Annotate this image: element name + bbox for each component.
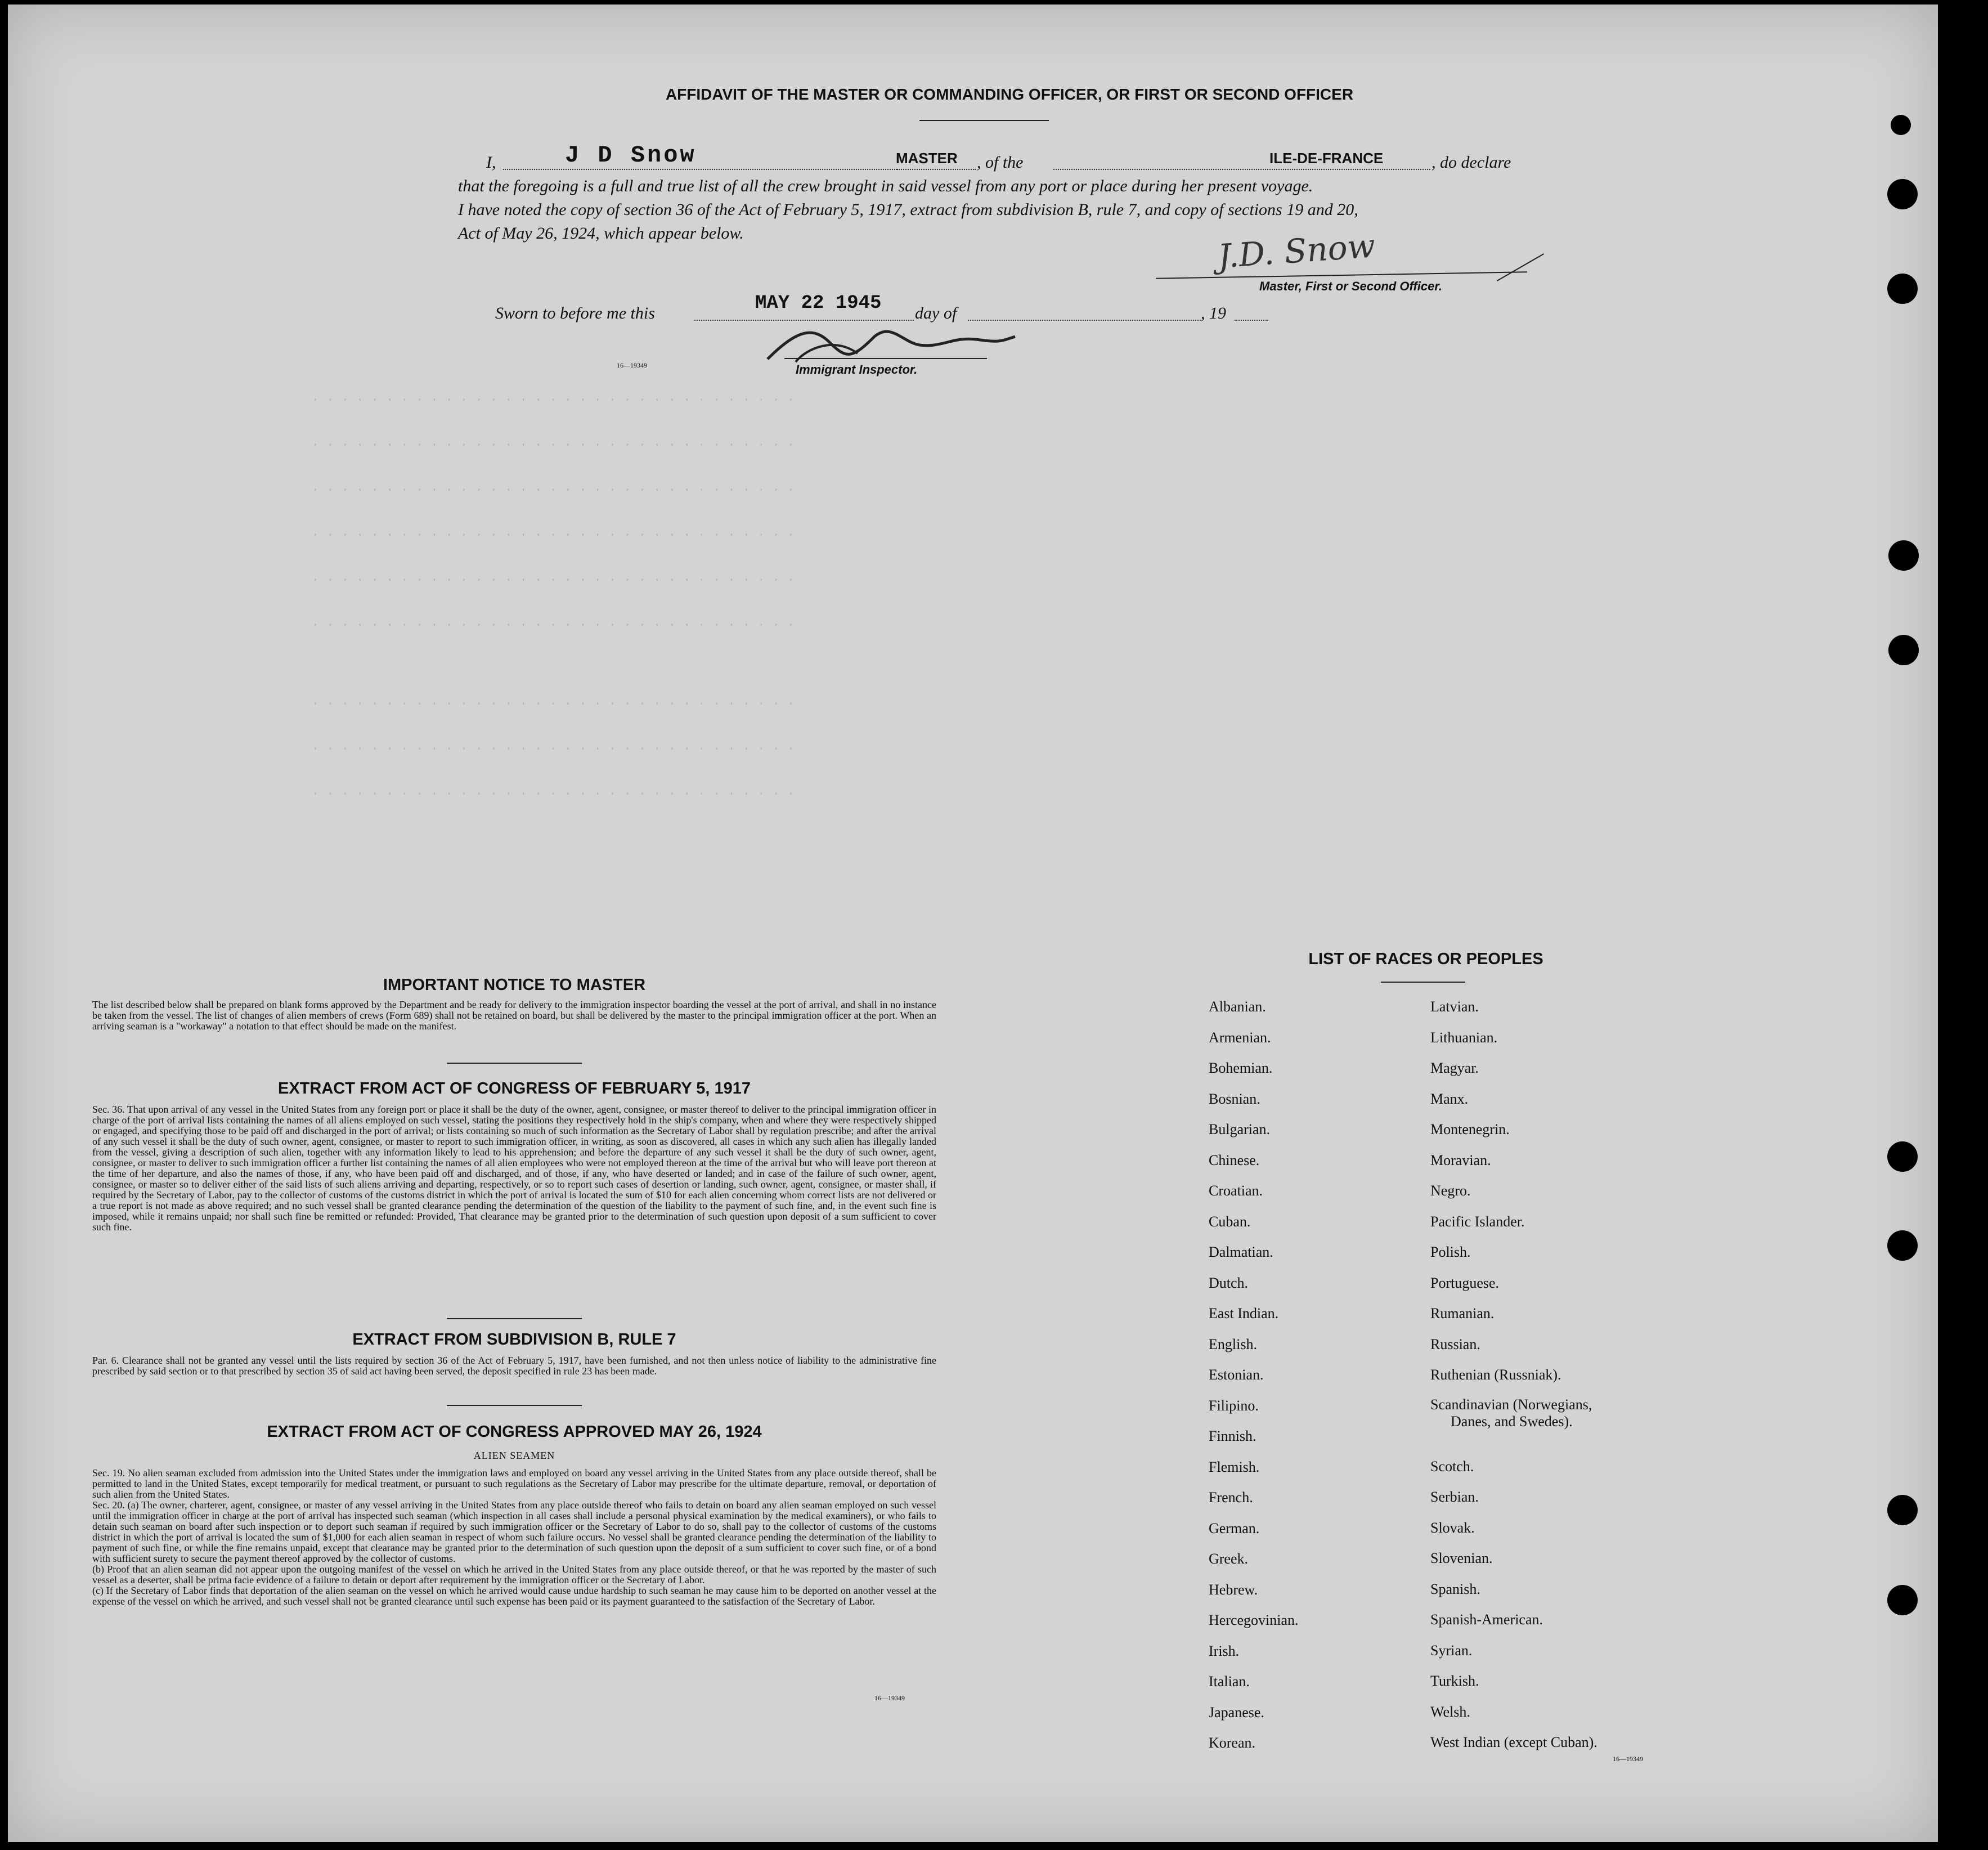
binder-hole — [1891, 115, 1911, 135]
race-item: Lithuanian. — [1430, 1029, 1498, 1046]
form-number: 16—19349 — [874, 1694, 905, 1702]
race-item: Estonian. — [1209, 1367, 1264, 1383]
extract-1917-text: Sec. 36. That upon arrival of any vessel in the United States from any foreign port or place it shall be the duty of the owner, agent, consignee, or master thereof to deliver to the principal immigration officer in charge of the port of arrival lists containing the names of all aliens employed on such vessel, stating the positions they respectively hold in the ship's company, when and where they were respectively shipped or engaged, and specifying those to be paid off and discharged in the port of arrival; or lists containing so much of such information as the Secretary of Labor shall by regulation prescribe; and after the arrival of any such vessel it shall be the duty of such owner, agent, consignee, or master to report to such immigration officer, in writing, as soon as discovered, all cases in which any such alien has illegally landed from the vessel, giving a description of such alien, together with any information likely to lead to his apprehension; and before the departure of any such vessel it shall be the duty of such owner, agent, consignee, or master to deliver to such immigration officer a further list containing the names of all alien employees who were not employed thereon at the time of the arrival but who will leave port thereon at the time of her departure, and also the names of those, if any, who have been paid off and discharged, and of those, if any, who have deserted or landed; and in case of the failure of such owner, agent, consignee, or master so to deliver either of the said lists of such aliens arriving and departing, respectively, or so to report such cases of desertion or landing, such owner, agent, consignee, or master shall, if required by the Secretary of Labor, pay to the collector of customs of the customs district in which the port of arrival is located the sum of $10 for each alien concerning whom correct lists are not delivered or a true report is not made as above required; and no such vessel shall be granted clearance pending the determination of the question of the liability to the payment of such fine, and, in the event such fine is imposed, while it remains unpaid; nor shall such fine be remitted or refunded: Provided, That clearance may be granted prior to the determination of such question upon deposit of a sum sufficient to cover such fine. — [92, 1104, 936, 1233]
race-item: Montenegrin. — [1430, 1121, 1510, 1137]
race-item: Bulgarian. — [1209, 1121, 1271, 1137]
race-item: Croatian. — [1209, 1182, 1263, 1199]
races-right-column — [1430, 992, 1597, 1758]
divider — [447, 1318, 582, 1319]
affidavit-title: AFFIDAVIT OF THE MASTER OR COMMANDING OFFICER, OR FIRST OR SECOND OFFICER — [665, 86, 1354, 103]
binder-hole — [1887, 1230, 1918, 1261]
bleed-through-text: · · · · · · · · · · · · · · · · · · · · · · · · · · · · · · · · · · · · · · · · · · · · · · · · · · · · · · · · · · · · · · · · · · · · · · · · · · · · · · · · · · · · · · · · · · · · · · · · · · · · · · · · · · · · · · · · · · · · · · · · · · · · · · · · · · · · · · · · · · · · · · · · · · · · · · · · · · · · · · · · · · · · · · · · · · · · · · · · · · · · · · · · · · · · · · · · · · · · · · · · · · · · · · · · · · · · · · · · · · · · · · · · · · · · · · · · · · · · · · · · · · · · · · · · · · · · · · · · · · · · · · · · · · · · · · · · · · · · · · · · · · · · · · · · · · · · · · · · · — [312, 393, 795, 801]
rank-field-line — [897, 169, 976, 170]
race-item: Rumanian. — [1430, 1305, 1495, 1322]
form-number: 16—19349 — [617, 361, 647, 369]
affidavit-text-line2: I have noted the copy of section 36 of the Act of February 5, 1917, extract from subdivision B, rule 7, and copy of sections 19 and 20, — [458, 200, 1358, 219]
sworn-label: Sworn to before me this — [495, 304, 655, 322]
race-item: Bohemian. — [1209, 1060, 1273, 1076]
binder-hole — [1887, 1495, 1918, 1525]
master-signature: J.D. Snow — [1216, 226, 1377, 276]
race-item: English. — [1209, 1336, 1257, 1352]
race-item-scandinavian — [1430, 1391, 1597, 1452]
race-item: Spanish-American. — [1430, 1611, 1543, 1628]
race-item-line: Scandinavian (Norwegians, — [1430, 1396, 1592, 1413]
race-item: Pacific Islander. — [1430, 1213, 1525, 1230]
vessel-name-value: ILE-DE-FRANCE — [1269, 150, 1384, 167]
vessel-field-line — [1053, 169, 1430, 170]
of-the-label: , of the — [977, 153, 1024, 172]
document-sheet — [8, 5, 1938, 1842]
race-item: East Indian. — [1209, 1305, 1279, 1322]
race-item: Cuban. — [1209, 1213, 1251, 1230]
rule-7-title: EXTRACT FROM SUBDIVISION B, RULE 7 — [352, 1331, 676, 1349]
race-item: Irish. — [1209, 1642, 1240, 1659]
binder-hole — [1887, 1585, 1918, 1615]
extract-1924-body — [92, 1468, 936, 1607]
races-title: LIST OF RACES OR PEOPLES — [1308, 950, 1543, 968]
binder-hole — [1887, 179, 1918, 209]
race-item: German. — [1209, 1520, 1260, 1537]
section-20b-text: (b) Proof that an alien seaman did not appear upon the outgoing manifest of the vessel on which he arrived in the United States from any place outside thereof, or that he was reported by the master of such vessel as a deserter, shall be prima facie evidence of a failure to detain or deport after requirement by the immigration officer or the Secretary of Labor. — [92, 1564, 936, 1585]
race-item: Negro. — [1430, 1182, 1471, 1199]
binder-hole — [1888, 635, 1919, 665]
divider — [447, 1405, 582, 1406]
race-item: Dalmatian. — [1209, 1244, 1273, 1260]
inspector-line — [784, 358, 987, 359]
affidavit-text-line1: that the foregoing is a full and true list of all the crew brought in said vessel from any port or place during her present voyage. — [458, 177, 1313, 195]
race-item: Welsh. — [1430, 1703, 1470, 1720]
section-20a-text: Sec. 20. (a) The owner, charterer, agent, consignee, or master of any vessel arriving in the United States from any place outside thereof who fails to detain on board any alien seaman employed on such vessel until the immigration officer in charge at the port of arrival has inspected such seaman (which inspection in all cases shall include a personal physical examination by the medical examiners), or who fails to detain such seaman on board after such inspection or to deport such seaman if required by such immigration officer or the Secretary of Labor to do so, shall pay to the collector of customs of the customs district in which the port of arrival is located the sum of $1,000 for each alien seaman in respect of whom such failure occurs. No vessel shall be granted clearance pending the determination of the liability to payment of such fine, or while the fine remains unpaid, except that clearance may be granted prior to the determination of such question upon the deposit of a sum sufficient to cover such fine, or of a bond with sufficient surety to secure the payment thereof approved by the collector of customs. — [92, 1499, 936, 1564]
divider — [1381, 982, 1465, 983]
affidavit-i-label: I, — [486, 153, 496, 172]
rank-value: MASTER — [896, 150, 958, 167]
extract-1924-title: EXTRACT FROM ACT OF CONGRESS APPROVED MAY 26, 1924 — [267, 1423, 762, 1441]
race-item: Albanian. — [1209, 998, 1266, 1015]
section-19-text: Sec. 19. No alien seaman excluded from admission into the United States under the immigration laws and employed on board any vessel arriving in the United States from any place outside thereof, shall be permitted to land in the United States, except temporarily for medical treatment, or pursuant to such regulations as the Secretary of Labor may prescribe for the ultimate departure, removal, or deportation of such alien from the United States. — [92, 1467, 936, 1500]
race-item: Slovak. — [1430, 1519, 1475, 1536]
race-item-line: Danes, and Swedes). — [1451, 1413, 1573, 1430]
race-item: Scotch. — [1430, 1458, 1474, 1475]
race-item: Spanish. — [1430, 1580, 1480, 1597]
race-item: Japanese. — [1209, 1704, 1264, 1721]
race-item: Finnish. — [1209, 1428, 1256, 1444]
race-item: Armenian. — [1209, 1029, 1271, 1046]
extract-1924-subtitle: ALIEN SEAMEN — [473, 1450, 555, 1461]
signature-caption: Master, First or Second Officer. — [1259, 279, 1442, 293]
race-item: Syrian. — [1430, 1642, 1473, 1659]
race-item: Filipino. — [1209, 1397, 1259, 1414]
section-20c-text: (c) If the Secretary of Labor finds that deportation of the alien seaman on the vessel on which he arrived would cause undue hardship to such seaman he may cause him to be deported on another vessel at the expense of the vessel on which he arrived, and such vessel shall not be granted clearance until such expense has been paid or its payment guaranteed to the satisfaction of the Secretary of Labor. — [92, 1585, 936, 1607]
race-item: Chinese. — [1209, 1152, 1260, 1168]
declare-label: , do declare — [1431, 153, 1511, 172]
name-field-line — [503, 169, 897, 170]
race-item: Magyar. — [1430, 1060, 1479, 1076]
race-item: Moravian. — [1430, 1152, 1491, 1168]
race-item: Portuguese. — [1430, 1274, 1500, 1291]
race-item: Turkish. — [1430, 1673, 1479, 1689]
divider — [919, 120, 1049, 121]
race-item: Flemish. — [1209, 1458, 1260, 1475]
race-item: Ruthenian (Russniak). — [1430, 1367, 1561, 1383]
extract-1917-title: EXTRACT FROM ACT OF CONGRESS OF FEBRUARY 5, 1917 — [277, 1079, 751, 1098]
race-item: West Indian (except Cuban). — [1430, 1734, 1597, 1750]
binder-hole — [1888, 540, 1919, 571]
affidavit-text-line3: Act of May 26, 1924, which appear below. — [458, 224, 744, 243]
signature-flourish — [1497, 253, 1544, 281]
race-item: Hebrew. — [1209, 1581, 1258, 1598]
race-item: Dutch. — [1209, 1274, 1249, 1291]
races-left-column — [1209, 992, 1299, 1759]
sworn-date-stamp: MAY 22 1945 — [755, 293, 882, 314]
binder-hole — [1887, 1141, 1918, 1172]
form-number: 16—19349 — [1613, 1755, 1643, 1763]
race-item: Italian. — [1209, 1673, 1250, 1690]
day-of-label: day of — [915, 304, 957, 322]
race-item: Latvian. — [1430, 998, 1479, 1015]
notice-title: IMPORTANT NOTICE TO MASTER — [383, 976, 646, 994]
race-item: French. — [1209, 1489, 1253, 1506]
race-item: Slovenian. — [1430, 1550, 1493, 1566]
notice-text: The list described below shall be prepared on blank forms approved by the Department and be ready for delivery to the immigration inspector boarding the vessel at the port of arrival, and shall in no instance be taken from the vessel. The list of changes of alien members of crews (Form 689) shall not be retained on board, but shall be delivered by the master to the principal immigration officer at the port. When an arriving seaman is a "workaway" a notation to that effect should be made on the manifest. — [92, 999, 936, 1032]
race-item: Polish. — [1430, 1244, 1471, 1260]
race-item: Hercegovinian. — [1209, 1612, 1299, 1628]
signature-line — [1156, 271, 1527, 279]
race-item: Manx. — [1430, 1090, 1469, 1107]
divider — [447, 1063, 582, 1064]
race-item: Bosnian. — [1209, 1090, 1260, 1107]
binder-hole — [1887, 274, 1918, 304]
year-field-line — [1235, 320, 1268, 321]
race-item: Serbian. — [1430, 1489, 1479, 1505]
race-item: Greek. — [1209, 1551, 1249, 1567]
race-item: Korean. — [1209, 1735, 1256, 1751]
year-label: , 19 — [1201, 304, 1226, 322]
rule-7-text: Par. 6. Clearance shall not be granted any vessel until the lists required by section 36 of the Act of February 5, 1917, have been furnished, and not then unless notice of liability to the administrative fine prescribed by said section or to that prescribed by section 35 of said act having been served, the deposit specified in rule 23 has been made. — [92, 1355, 936, 1377]
master-name-value: J D Snow — [565, 142, 697, 169]
race-item: Russian. — [1430, 1336, 1480, 1352]
inspector-caption: Immigrant Inspector. — [796, 362, 918, 377]
